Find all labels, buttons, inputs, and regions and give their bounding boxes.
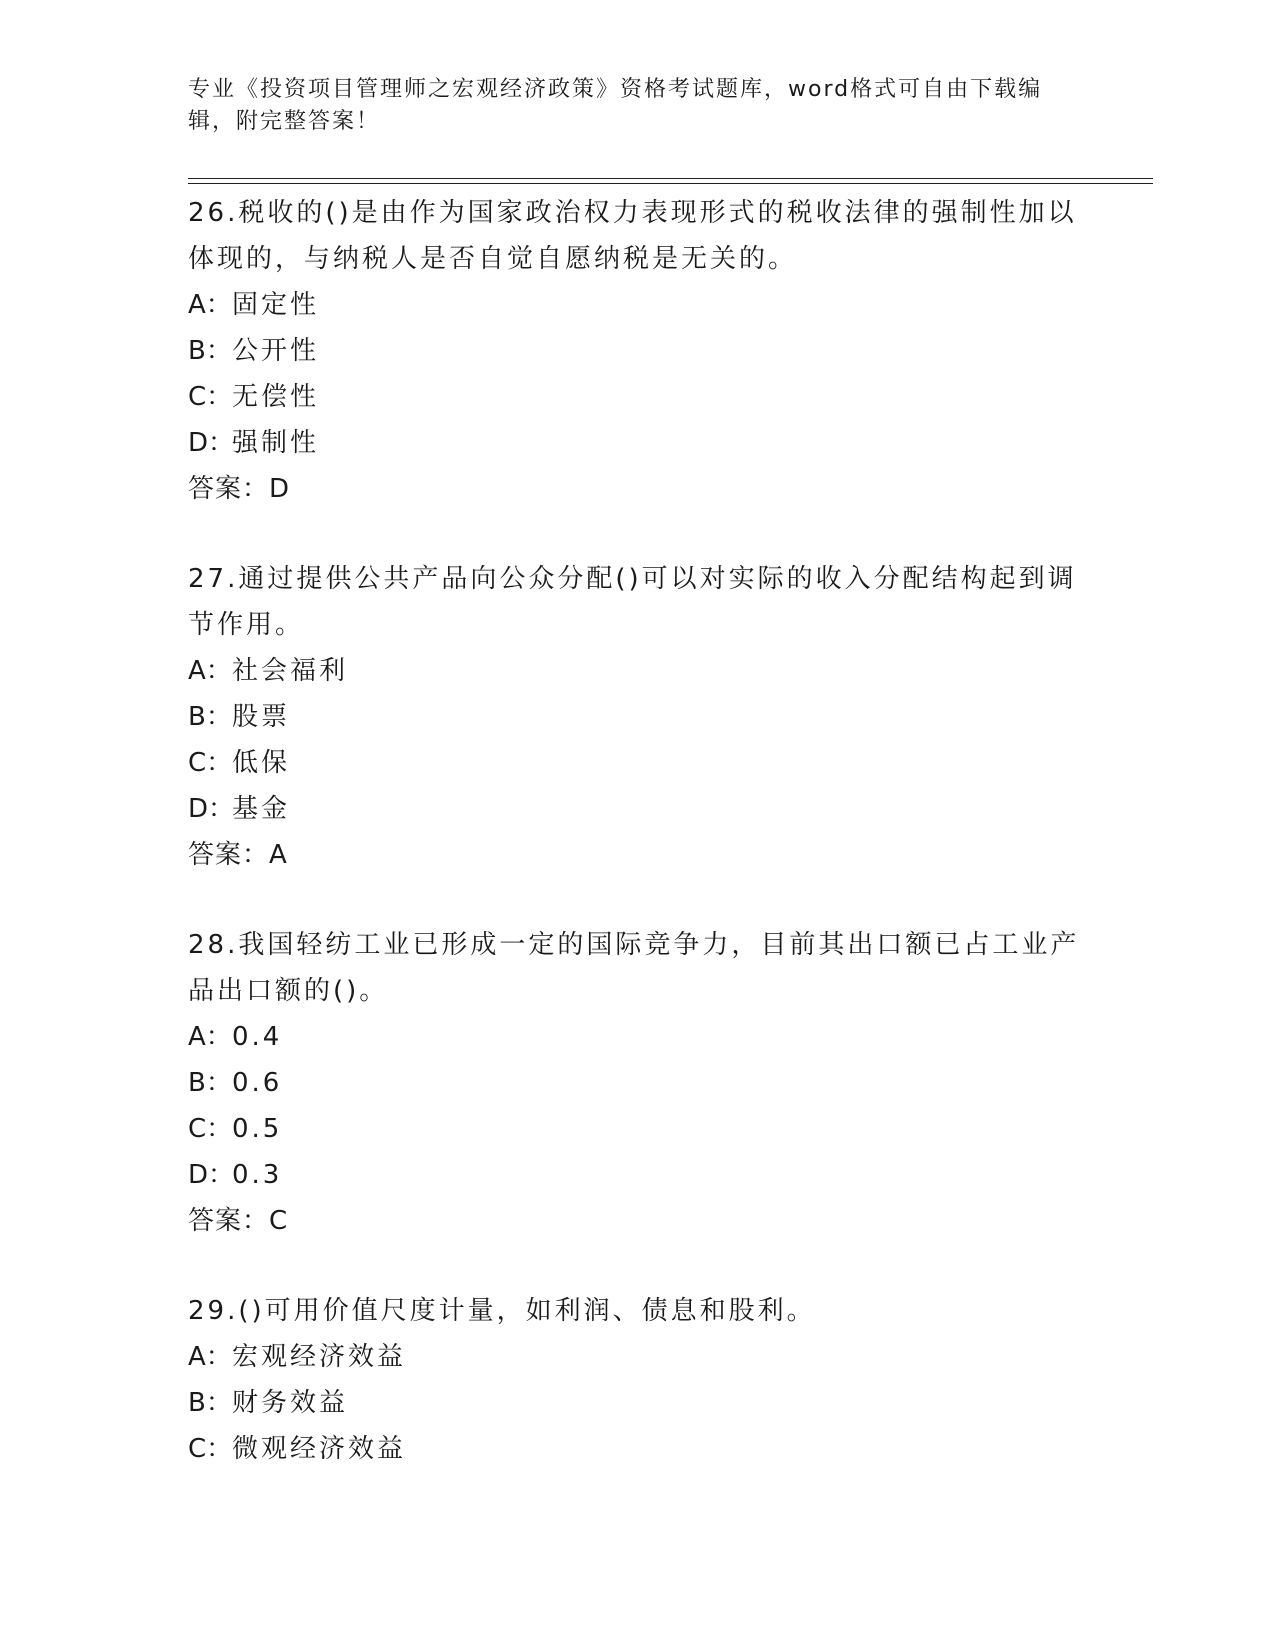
answer: 答案：D <box>188 474 291 504</box>
option-c <box>188 740 1088 786</box>
option-text: 无偿性 <box>232 382 320 412</box>
option-key: D： <box>188 1160 235 1190</box>
option-text: 0.4 <box>232 1022 283 1052</box>
option-d <box>188 1152 1088 1198</box>
option-d <box>188 420 1088 466</box>
option-key: B： <box>188 1068 232 1098</box>
question-text: 26.税收的()是由作为国家政治权力表现形式的税收法律的强制性加以体现的，与纳税人是否自觉自愿纳税是无关的。 <box>188 198 1077 274</box>
option-key: B： <box>188 702 232 732</box>
option-key: A： <box>188 656 232 686</box>
answer: 答案：A <box>188 840 288 870</box>
option-key: B： <box>188 1388 232 1418</box>
question-27 <box>188 556 1088 878</box>
question-text: 27.通过提供公共产品向公众分配()可以对实际的收入分配结构起到调节作用。 <box>188 564 1077 640</box>
header-rule-top <box>188 178 1153 179</box>
option-key: A： <box>188 290 232 320</box>
option-text: 0.3 <box>232 1160 283 1190</box>
option-text: 0.6 <box>232 1068 283 1098</box>
option-b <box>188 694 1088 740</box>
option-c <box>188 1426 1088 1472</box>
option-c <box>188 374 1088 420</box>
option-a <box>188 1334 1088 1380</box>
option-d <box>188 786 1088 832</box>
answer: 答案：C <box>188 1206 289 1236</box>
option-a <box>188 1014 1088 1060</box>
header-rule-bottom <box>188 183 1153 184</box>
option-key: D： <box>188 794 235 824</box>
question-text: 29.()可用价值尺度计量，如利润、债息和股利。 <box>188 1296 816 1326</box>
question-28 <box>188 922 1088 1244</box>
option-text: 股票 <box>232 702 291 732</box>
document-header: 专业《投资项目管理师之宏观经济政策》资格考试题库，word格式可自由下载编辑，附完整答案！ <box>188 77 1043 134</box>
option-text: 宏观经济效益 <box>232 1342 407 1372</box>
option-text: 财务效益 <box>232 1388 349 1418</box>
option-key: D： <box>188 428 235 458</box>
option-key: A： <box>188 1342 232 1372</box>
question-26 <box>188 190 1088 512</box>
question-list <box>188 190 1088 1516</box>
option-text: 微观经济效益 <box>232 1434 407 1464</box>
option-a <box>188 648 1088 694</box>
option-key: A： <box>188 1022 232 1052</box>
option-key: C： <box>188 748 233 778</box>
option-a <box>188 282 1088 328</box>
option-text: 基金 <box>232 794 291 824</box>
option-text: 公开性 <box>232 336 320 366</box>
option-b <box>188 328 1088 374</box>
question-29 <box>188 1288 1088 1472</box>
option-text: 强制性 <box>232 428 320 458</box>
option-key: C： <box>188 382 233 412</box>
option-c <box>188 1106 1088 1152</box>
option-b <box>188 1380 1088 1426</box>
option-text: 0.5 <box>232 1114 283 1144</box>
question-text: 28.我国轻纺工业已形成一定的国际竞争力，目前其出口额已占工业产品出口额的()。 <box>188 930 1080 1006</box>
option-text: 固定性 <box>232 290 320 320</box>
option-text: 社会福利 <box>232 656 349 686</box>
option-b <box>188 1060 1088 1106</box>
option-key: B： <box>188 336 232 366</box>
option-key: C： <box>188 1114 233 1144</box>
option-text: 低保 <box>232 748 291 778</box>
option-key: C： <box>188 1434 233 1464</box>
